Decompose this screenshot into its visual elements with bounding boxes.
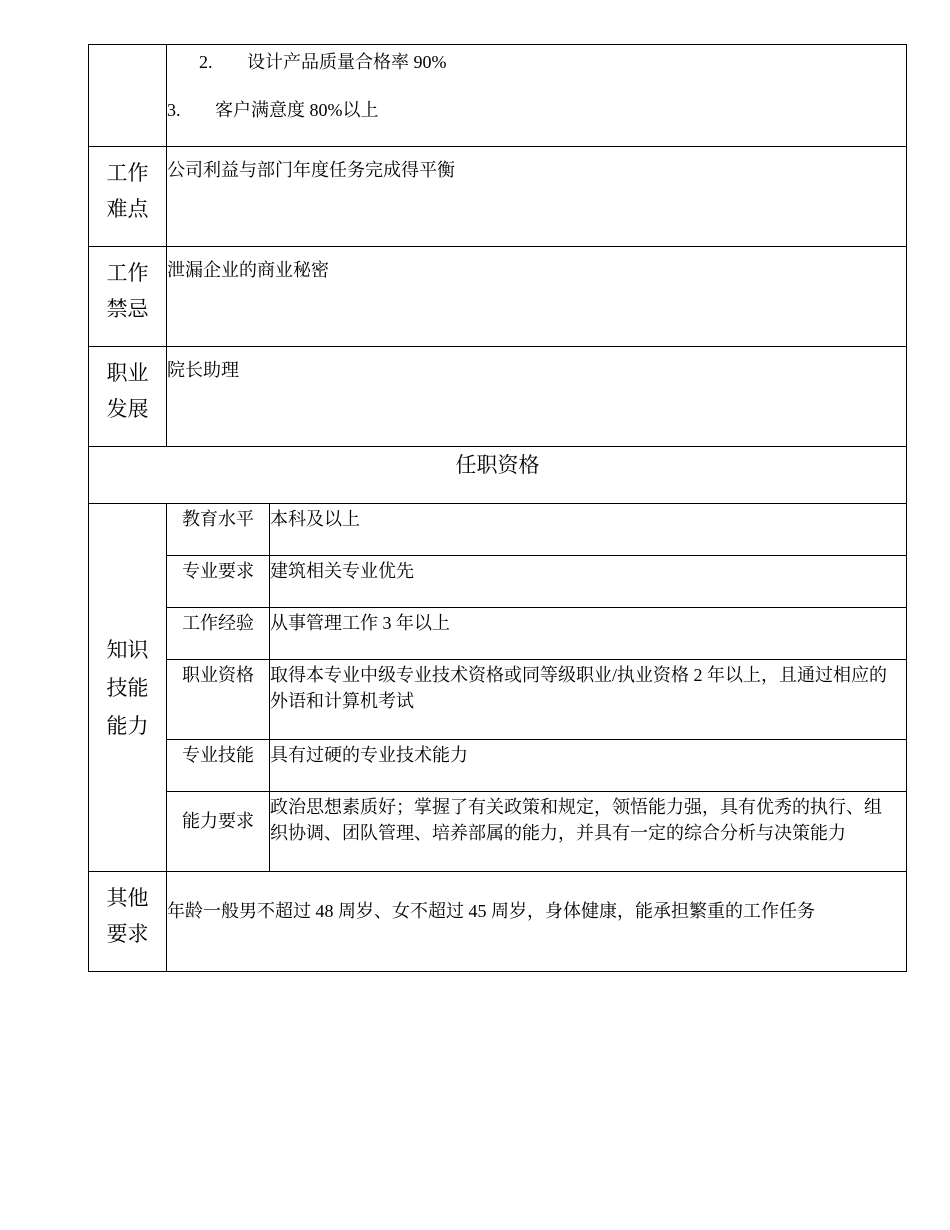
knowledge-label [89, 504, 167, 872]
career-text: 院长助理 [167, 347, 907, 447]
kpi-item-2-text: 设计产品质量合格率 90% [247, 52, 447, 72]
career-row [89, 347, 907, 447]
difficulty-label-line2: 难点 [106, 197, 149, 221]
knowledge-row [89, 740, 907, 792]
qualifications-title: 任职资格 [89, 447, 907, 504]
kpi-item-3 [167, 97, 906, 123]
taboo-label-line2: 禁忌 [106, 297, 149, 321]
career-label-line1: 职业 [106, 361, 149, 385]
kpi-item-3-text: 客户满意度 80%以上 [215, 100, 379, 120]
knowledge-row-label: 职业资格 [167, 660, 270, 740]
taboo-row [89, 247, 907, 347]
knowledge-row-value: 具有过硬的专业技术能力 [270, 740, 907, 792]
knowledge-row-label: 工作经验 [167, 608, 270, 660]
job-description-table [88, 44, 907, 972]
taboo-label-line1: 工作 [106, 261, 149, 285]
other-row [89, 872, 907, 972]
knowledge-row [89, 792, 907, 872]
difficulty-label-line1: 工作 [106, 161, 149, 185]
knowledge-label-line1: 知识 [106, 637, 149, 662]
knowledge-row [89, 608, 907, 660]
knowledge-row-value: 建筑相关专业优先 [270, 556, 907, 608]
taboo-text: 泄漏企业的商业秘密 [167, 247, 907, 347]
knowledge-row-label: 能力要求 [167, 792, 270, 872]
difficulty-text: 公司利益与部门年度任务完成得平衡 [167, 147, 907, 247]
other-text: 年龄一般男不超过 48 周岁、女不超过 45 周岁，身体健康，能承担繁重的工作任务 [167, 872, 907, 972]
knowledge-row [89, 504, 907, 556]
other-label [89, 872, 167, 972]
career-label [89, 347, 167, 447]
difficulty-row [89, 147, 907, 247]
difficulty-label [89, 147, 167, 247]
knowledge-row [89, 556, 907, 608]
other-label-line2: 要求 [106, 922, 149, 946]
knowledge-row-label: 教育水平 [167, 504, 270, 556]
knowledge-row-label: 专业技能 [167, 740, 270, 792]
knowledge-row [89, 660, 907, 740]
career-label-line2: 发展 [106, 397, 149, 421]
knowledge-label-line2: 技能 [106, 675, 149, 700]
kpi-content-cell [167, 45, 907, 147]
qualifications-title-row [89, 447, 907, 504]
knowledge-row-value: 本科及以上 [270, 504, 907, 556]
kpi-label-cell [89, 45, 167, 147]
knowledge-label-line3: 能力 [106, 713, 149, 738]
kpi-item-2 [167, 49, 906, 75]
kpi-item-3-number: 3. [167, 100, 181, 120]
knowledge-row-label: 专业要求 [167, 556, 270, 608]
knowledge-row-value: 取得本专业中级专业技术资格或同等级职业/执业资格 2 年以上，且通过相应的外语和计算机考试 [270, 660, 907, 740]
taboo-label [89, 247, 167, 347]
knowledge-row-value: 政治思想素质好；掌握了有关政策和规定，领悟能力强，具有优秀的执行、组织协调、团队管理、培养部属的能力，并具有一定的综合分析与决策能力 [270, 792, 907, 872]
kpi-row [89, 45, 907, 147]
kpi-item-2-number: 2. [199, 52, 213, 72]
knowledge-row-value: 从事管理工作 3 年以上 [270, 608, 907, 660]
other-label-line1: 其他 [106, 886, 149, 910]
